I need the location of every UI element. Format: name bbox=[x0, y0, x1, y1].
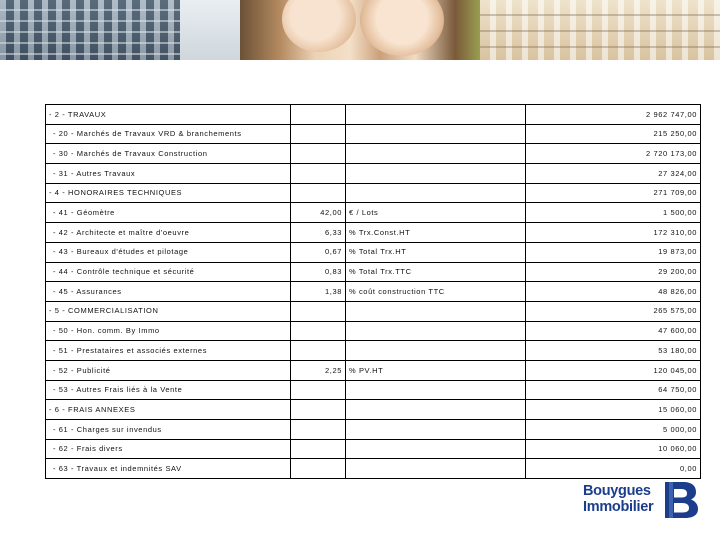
row-amount: 215 250,00 bbox=[526, 124, 701, 144]
row-amount: 2 962 747,00 bbox=[526, 105, 701, 125]
table-row bbox=[46, 223, 701, 243]
row-quantity bbox=[291, 301, 346, 321]
row-unit bbox=[346, 105, 526, 125]
row-quantity bbox=[291, 341, 346, 361]
row-label: - 41 - Géomètre bbox=[46, 203, 291, 223]
table-row bbox=[46, 183, 701, 203]
table-row bbox=[46, 321, 701, 341]
row-amount: 0,00 bbox=[526, 459, 701, 479]
row-label: - 44 - Contrôle technique et sécurité bbox=[46, 262, 291, 282]
row-quantity bbox=[291, 164, 346, 184]
row-unit bbox=[346, 124, 526, 144]
row-unit bbox=[346, 183, 526, 203]
table-row bbox=[46, 459, 701, 479]
table-row bbox=[46, 301, 701, 321]
row-amount: 5 000,00 bbox=[526, 420, 701, 440]
row-unit bbox=[346, 439, 526, 459]
row-amount: 15 060,00 bbox=[526, 400, 701, 420]
row-amount: 19 873,00 bbox=[526, 242, 701, 262]
row-unit bbox=[346, 341, 526, 361]
row-amount: 48 826,00 bbox=[526, 282, 701, 302]
row-label: - 20 - Marchés de Travaux VRD & branchements bbox=[46, 124, 291, 144]
logo-b-mark-icon bbox=[661, 480, 701, 520]
table-row bbox=[46, 262, 701, 282]
row-amount: 265 575,00 bbox=[526, 301, 701, 321]
row-quantity bbox=[291, 400, 346, 420]
row-unit: % PV.HT bbox=[346, 360, 526, 380]
logo-wordmark bbox=[583, 483, 653, 515]
table-row bbox=[46, 124, 701, 144]
row-quantity: 42,00 bbox=[291, 203, 346, 223]
row-amount: 2 720 173,00 bbox=[526, 144, 701, 164]
header-photo-banner bbox=[0, 0, 720, 60]
table-row bbox=[46, 242, 701, 262]
row-label: - 42 - Architecte et maître d'oeuvre bbox=[46, 223, 291, 243]
row-amount: 53 180,00 bbox=[526, 341, 701, 361]
row-label: - 31 - Autres Travaux bbox=[46, 164, 291, 184]
row-amount: 64 750,00 bbox=[526, 380, 701, 400]
row-unit bbox=[346, 420, 526, 440]
row-label: - 43 - Bureaux d'études et pilotage bbox=[46, 242, 291, 262]
row-unit bbox=[346, 144, 526, 164]
table-body bbox=[46, 105, 701, 479]
table-row bbox=[46, 360, 701, 380]
row-quantity bbox=[291, 459, 346, 479]
row-quantity: 6,33 bbox=[291, 223, 346, 243]
row-unit: % Total Trx.HT bbox=[346, 242, 526, 262]
row-amount: 120 045,00 bbox=[526, 360, 701, 380]
table-row bbox=[46, 420, 701, 440]
row-label: - 45 - Assurances bbox=[46, 282, 291, 302]
table-row bbox=[46, 400, 701, 420]
row-unit: % Trx.Const.HT bbox=[346, 223, 526, 243]
row-label: - 50 - Hon. comm. By Immo bbox=[46, 321, 291, 341]
row-unit: € / Lots bbox=[346, 203, 526, 223]
row-amount: 29 200,00 bbox=[526, 262, 701, 282]
table-row bbox=[46, 164, 701, 184]
row-quantity: 0,67 bbox=[291, 242, 346, 262]
row-amount: 271 709,00 bbox=[526, 183, 701, 203]
row-label: - 30 - Marchés de Travaux Construction bbox=[46, 144, 291, 164]
row-label: - 51 - Prestataires et associés externes bbox=[46, 341, 291, 361]
row-unit bbox=[346, 380, 526, 400]
row-amount: 1 500,00 bbox=[526, 203, 701, 223]
row-quantity bbox=[291, 439, 346, 459]
row-unit bbox=[346, 301, 526, 321]
row-label: - 62 - Frais divers bbox=[46, 439, 291, 459]
table-row bbox=[46, 105, 701, 125]
row-unit: % coût construction TTC bbox=[346, 282, 526, 302]
row-label: - 52 - Publicité bbox=[46, 360, 291, 380]
table-row bbox=[46, 282, 701, 302]
cost-breakdown-table bbox=[45, 104, 701, 479]
row-amount: 10 060,00 bbox=[526, 439, 701, 459]
row-quantity: 0,83 bbox=[291, 262, 346, 282]
row-quantity bbox=[291, 183, 346, 203]
row-label: - 2 - TRAVAUX bbox=[46, 105, 291, 125]
row-label: - 61 - Charges sur invendus bbox=[46, 420, 291, 440]
row-unit: % Total Trx.TTC bbox=[346, 262, 526, 282]
row-amount: 47 600,00 bbox=[526, 321, 701, 341]
row-label: - 53 - Autres Frais liés à la Vente bbox=[46, 380, 291, 400]
row-quantity: 1,38 bbox=[291, 282, 346, 302]
row-quantity bbox=[291, 144, 346, 164]
table-row bbox=[46, 341, 701, 361]
row-quantity bbox=[291, 380, 346, 400]
row-unit bbox=[346, 321, 526, 341]
row-quantity: 2,25 bbox=[291, 360, 346, 380]
table-row bbox=[46, 380, 701, 400]
row-quantity bbox=[291, 321, 346, 341]
row-amount: 27 324,00 bbox=[526, 164, 701, 184]
row-label: - 5 - COMMERCIALISATION bbox=[46, 301, 291, 321]
row-label: - 4 - HONORAIRES TECHNIQUES bbox=[46, 183, 291, 203]
row-label: - 63 - Travaux et indemnités SAV bbox=[46, 459, 291, 479]
row-quantity bbox=[291, 124, 346, 144]
table-row bbox=[46, 203, 701, 223]
table-row bbox=[46, 439, 701, 459]
logo-line-2: Immobilier bbox=[583, 499, 654, 515]
logo-line-1: Bouygues bbox=[583, 483, 651, 499]
row-unit bbox=[346, 459, 526, 479]
row-amount: 172 310,00 bbox=[526, 223, 701, 243]
residential-building-photo bbox=[480, 0, 720, 60]
bouygues-immobilier-logo bbox=[583, 480, 701, 520]
row-unit bbox=[346, 400, 526, 420]
row-quantity bbox=[291, 420, 346, 440]
row-label: - 6 - FRAIS ANNEXES bbox=[46, 400, 291, 420]
table-row bbox=[46, 144, 701, 164]
row-unit bbox=[346, 164, 526, 184]
row-quantity bbox=[291, 105, 346, 125]
